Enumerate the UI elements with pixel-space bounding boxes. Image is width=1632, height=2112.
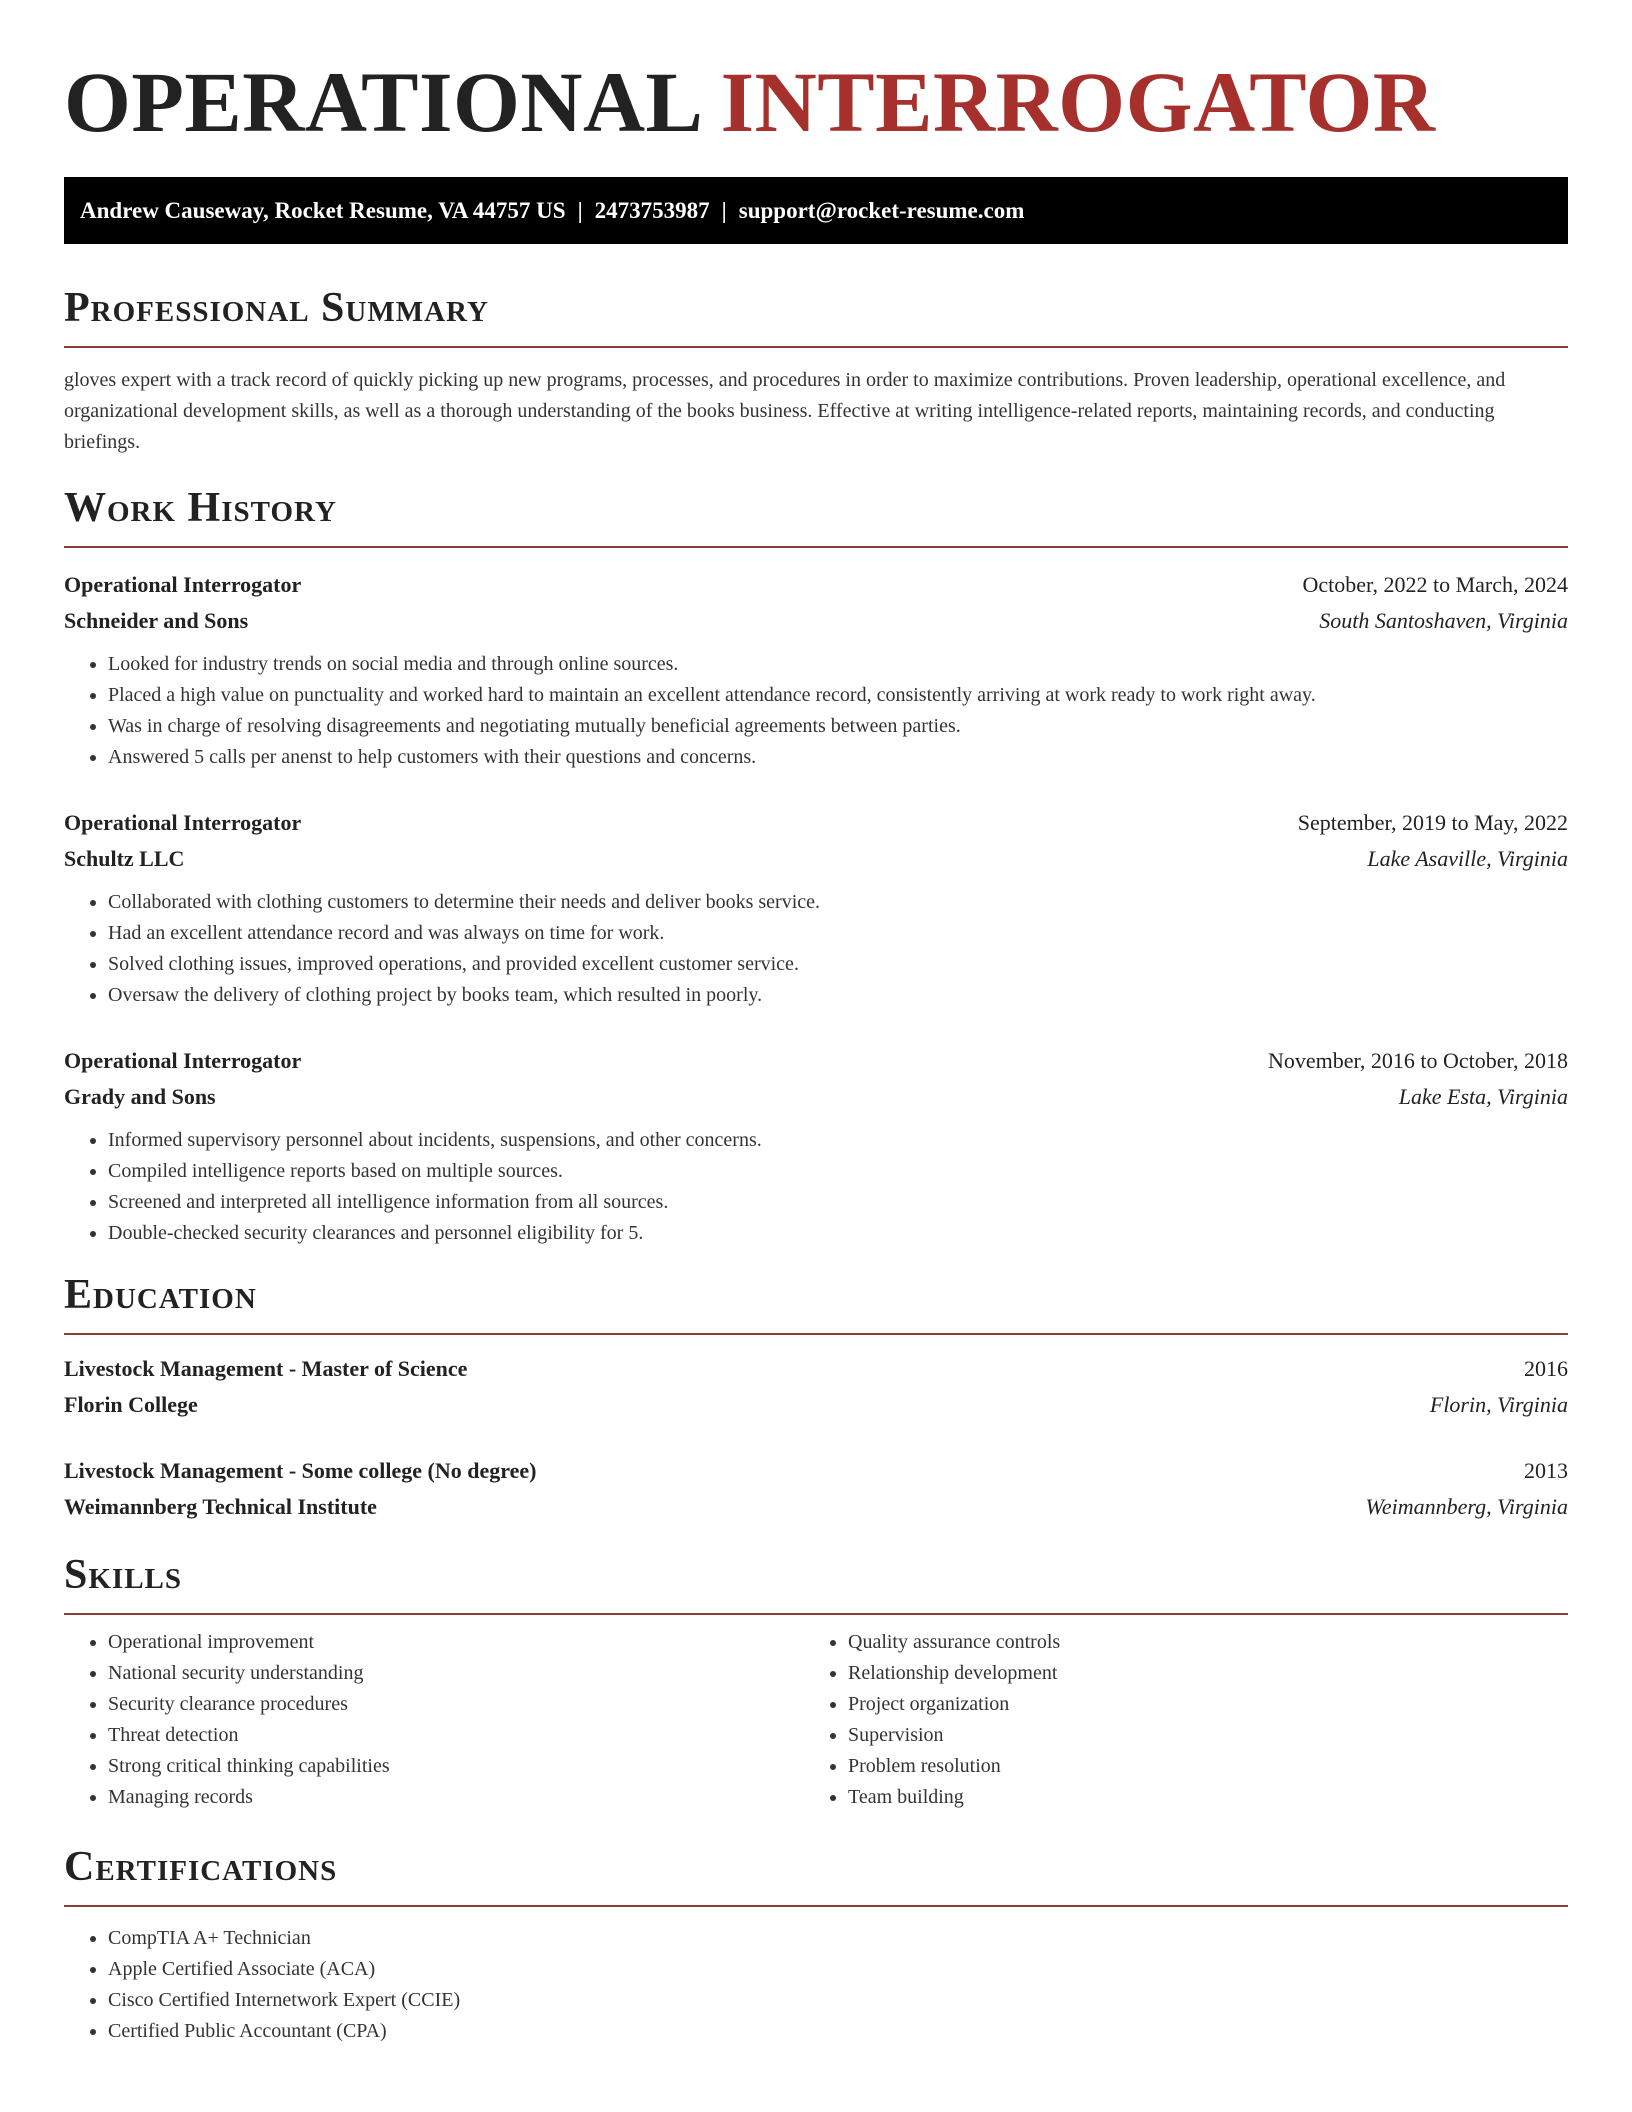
name-last: INTERROGATOR — [720, 54, 1436, 150]
education-section — [64, 1271, 1568, 1525]
job-bullet: • Collaborated with clothing customers to determine their needs and deliver books service. — [108, 887, 1568, 918]
skill-item: • Team building — [848, 1782, 1544, 1813]
certification-item: • Apple Certified Associate (ACA) — [108, 1954, 1568, 1985]
job-entry — [64, 1043, 1568, 1249]
job-header-row — [64, 567, 1568, 603]
job-company-row — [64, 603, 1568, 639]
skill-item: • Strong critical thinking capabilities — [108, 1751, 804, 1782]
job-bullet: • Placed a high value on punctuality and worked hard to maintain an excellent attendance record, consistently arriving at work ready to work right away. — [108, 680, 1568, 711]
section-heading-certifications: Certifications — [64, 1844, 338, 1890]
job-dates: September, 2019 to May, 2022 — [1297, 810, 1568, 835]
education-location: Florin, Virginia — [1429, 1392, 1568, 1417]
skills-column-left — [64, 1627, 804, 1813]
section-heading-skills: Skills — [64, 1552, 183, 1598]
certification-item: • CompTIA A+ Technician — [108, 1923, 1568, 1954]
education-list — [64, 1351, 1568, 1525]
job-bullet: • Informed supervisory personnel about incidents, suspensions, and other concerns. — [108, 1125, 1568, 1156]
job-bullet: • Compiled intelligence reports based on multiple sources. — [108, 1156, 1568, 1187]
job-bullet: • Oversaw the delivery of clothing project by books team, which resulted in poorly. — [108, 980, 1568, 1011]
summary-section — [64, 284, 1568, 458]
certifications-list — [64, 1923, 1568, 2047]
contact-separator: | — [721, 198, 727, 223]
job-entry — [64, 567, 1568, 773]
job-bullet: • Had an excellent attendance record and was always on time for work. — [108, 918, 1568, 949]
contact-separator: | — [577, 198, 583, 223]
education-entry — [64, 1351, 1568, 1423]
skill-item: • National security understanding — [108, 1658, 804, 1689]
education-location: Weimannberg, Virginia — [1365, 1494, 1568, 1519]
job-header-row — [64, 1043, 1568, 1079]
job-bullet: • Answered 5 calls per anenst to help customers with their questions and concerns. — [108, 742, 1568, 773]
education-header-row — [64, 1351, 1568, 1387]
skills-column-right — [804, 1627, 1544, 1813]
job-title: Operational Interrogator — [64, 572, 302, 597]
section-divider — [64, 1613, 1568, 1615]
education-header-row — [64, 1453, 1568, 1489]
job-bullets — [64, 649, 1568, 773]
education-entry — [64, 1453, 1568, 1525]
job-bullet: • Looked for industry trends on social media and through online sources. — [108, 649, 1568, 680]
job-location: Lake Asaville, Virginia — [1367, 846, 1568, 871]
skills-section — [64, 1551, 1568, 1813]
education-school: Weimannberg Technical Institute — [64, 1494, 377, 1519]
job-bullets — [64, 887, 1568, 1011]
contact-bar — [64, 177, 1568, 244]
skills-grid — [64, 1627, 1568, 1813]
job-bullets — [64, 1125, 1568, 1249]
skill-item: • Quality assurance controls — [848, 1627, 1544, 1658]
skill-item: • Project organization — [848, 1689, 1544, 1720]
education-degree: Livestock Management - Master of Science — [64, 1356, 468, 1381]
skill-item: • Relationship development — [848, 1658, 1544, 1689]
job-dates: November, 2016 to October, 2018 — [1267, 1048, 1568, 1073]
section-heading-education: Education — [64, 1272, 257, 1318]
skill-item: • Supervision — [848, 1720, 1544, 1751]
education-year: 2016 — [1524, 1356, 1568, 1381]
job-bullet: • Was in charge of resolving disagreements and negotiating mutually beneficial agreements between parties. — [108, 711, 1568, 742]
education-school: Florin College — [64, 1392, 198, 1417]
section-heading-summary: Professional Summary — [64, 285, 489, 331]
contact-phone: 2473753987 — [594, 198, 710, 223]
job-company: Grady and Sons — [64, 1084, 216, 1109]
job-title: Operational Interrogator — [64, 1048, 302, 1073]
job-bullet: • Screened and interpreted all intelligence information from all sources. — [108, 1187, 1568, 1218]
summary-text: gloves expert with a track record of quickly picking up new programs, processes, and procedures in order to maximize contributions. Proven leadership, operational excellence, and organizational development skills, as well as a thorough understanding of the books business. Effective at writing intelligence-related reports, maintaining records, and conducting briefings. — [64, 369, 1506, 453]
job-location: South Santoshaven, Virginia — [1319, 608, 1568, 633]
certification-item: • Certified Public Accountant (CPA) — [108, 2016, 1568, 2047]
skill-item: • Threat detection — [108, 1720, 804, 1751]
skill-item: • Security clearance procedures — [108, 1689, 804, 1720]
job-entry — [64, 805, 1568, 1011]
certifications-section — [64, 1843, 1568, 2047]
section-heading-work: Work History — [64, 485, 337, 531]
section-divider — [64, 1333, 1568, 1335]
skills-list-left — [64, 1627, 804, 1813]
education-school-row — [64, 1387, 1568, 1423]
job-bullet: • Solved clothing issues, improved operations, and provided excellent customer service. — [108, 949, 1568, 980]
job-title: Operational Interrogator — [64, 810, 302, 835]
job-list — [64, 567, 1568, 1249]
name-first: OPERATIONAL — [64, 54, 699, 150]
job-company: Schneider and Sons — [64, 608, 249, 633]
job-company: Schultz LLC — [64, 846, 185, 871]
skill-item: • Operational improvement — [108, 1627, 804, 1658]
contact-email: support@rocket-resume.com — [738, 198, 1025, 223]
education-year: 2013 — [1524, 1458, 1568, 1483]
education-school-row — [64, 1489, 1568, 1525]
job-location: Lake Esta, Virginia — [1398, 1084, 1568, 1109]
work-section — [64, 484, 1568, 1249]
skill-item: • Problem resolution — [848, 1751, 1544, 1782]
certification-item: • Cisco Certified Internetwork Expert (CCIE) — [108, 1985, 1568, 2016]
contact-address: Andrew Causeway, Rocket Resume, VA 44757 US — [80, 198, 566, 223]
job-dates: October, 2022 to March, 2024 — [1302, 572, 1568, 597]
section-divider — [64, 346, 1568, 348]
resume-name-title — [64, 0, 1568, 152]
skills-list-right — [804, 1627, 1544, 1813]
skill-item: • Managing records — [108, 1782, 804, 1813]
education-degree: Livestock Management - Some college (No degree) — [64, 1458, 537, 1483]
section-divider — [64, 1905, 1568, 1907]
job-bullet: • Double-checked security clearances and personnel eligibility for 5. — [108, 1218, 1568, 1249]
section-divider — [64, 546, 1568, 548]
job-header-row — [64, 805, 1568, 841]
job-company-row — [64, 1079, 1568, 1115]
job-company-row — [64, 841, 1568, 877]
